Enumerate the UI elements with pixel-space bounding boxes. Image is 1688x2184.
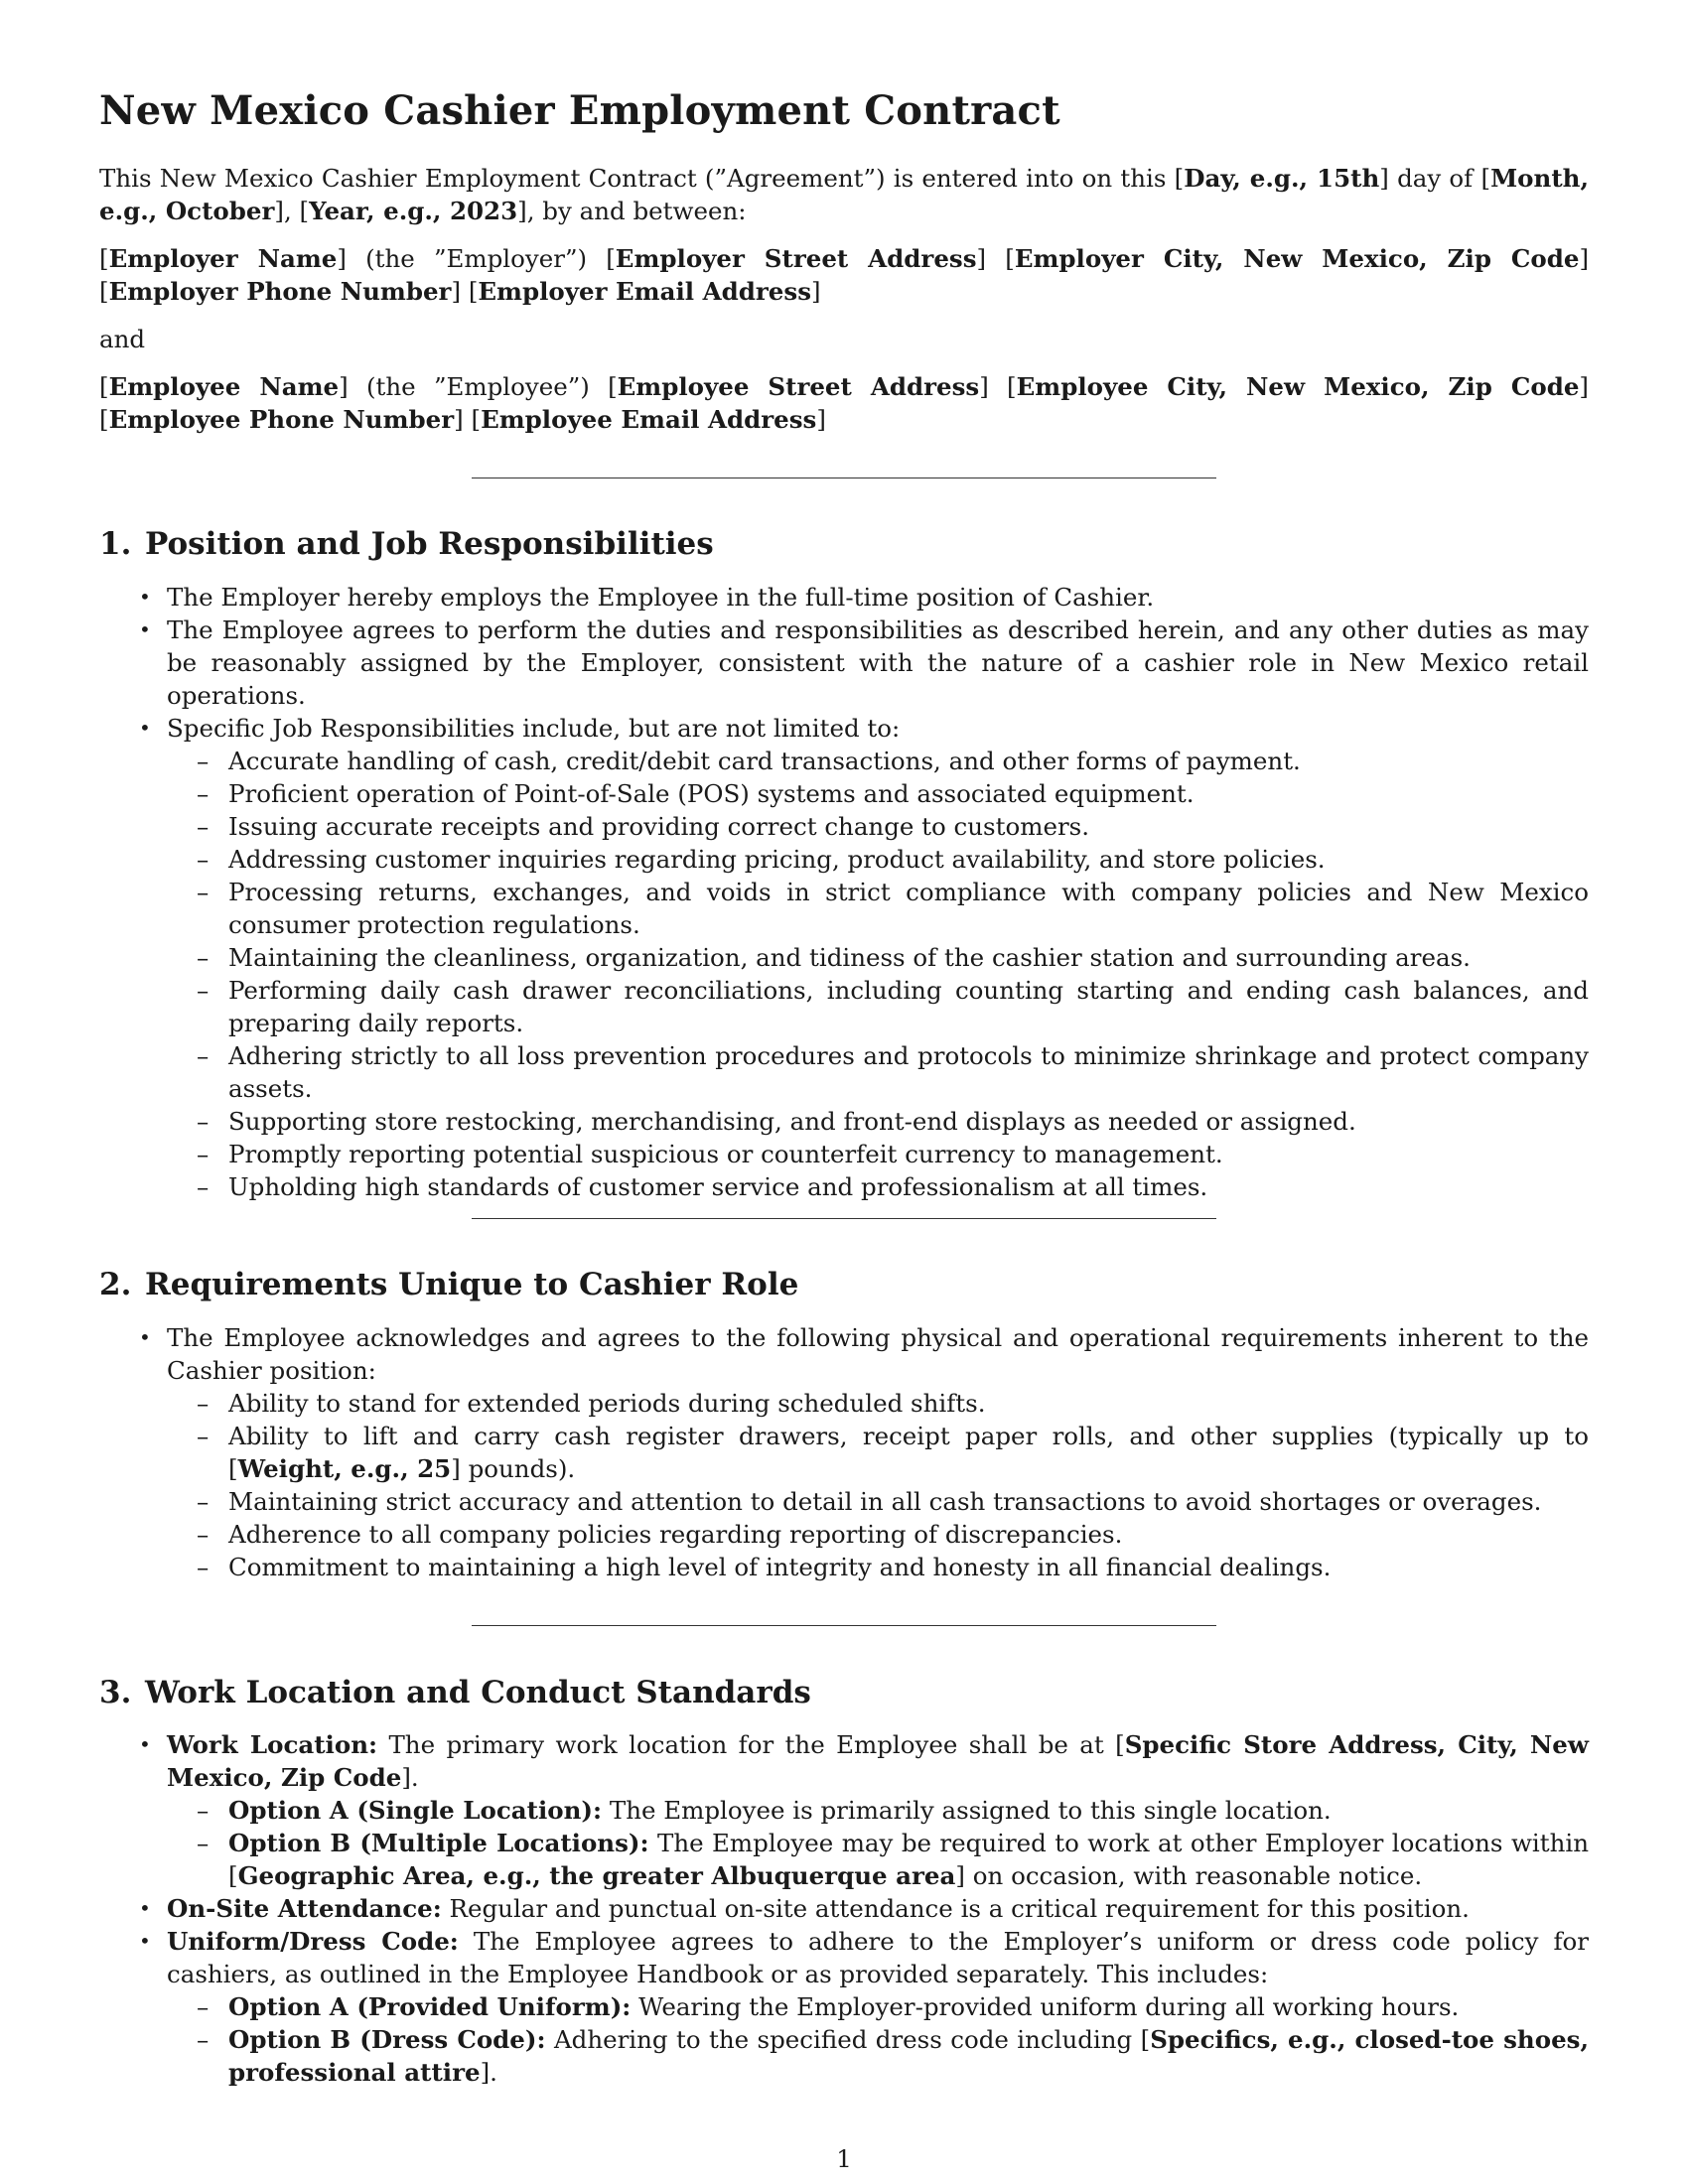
list-item: – Performing daily cash drawer reconciliations, including counting starting and ending cash balances, and preparing daily reports. <box>167 974 1589 1039</box>
list-item: – Option B (Multiple Locations): The Employee may be required to work at other Employer locations within [Geographic Area, e.g., the greater Albuquerque area] on occasion, with reasonable notice. <box>167 1827 1589 1892</box>
section-1-list <box>99 581 1589 1203</box>
list-item: • The Employee acknowledges and agrees to the following physical and operational requirements inherent to the Cashier position: – Ability to stand for extended periods during scheduled shifts. – Ability to lift and carry cash register drawers, receipt paper rolls, and other supplies (typically up to [Weight, e.g., 25] pounds). – Maintaining strict accuracy and attention to detail in all cash transactions to avoid shortages or overages. – Adherence to all company policies regarding reporting of discrepancies. – Commitment to maintaining a high level of integrity and honesty in all financial dealings. <box>99 1321 1589 1583</box>
list-item: – Upholding high standards of customer service and professionalism at all times. <box>167 1170 1589 1203</box>
list-item: – Commitment to maintaining a high level of integrity and honesty in all financial dealings. <box>167 1551 1589 1583</box>
list-item: • Uniform/Dress Code: The Employee agrees to adhere to the Employer’s uniform or dress code policy for cashiers, as outlined in the Employee Handbook or as provided separately. This includes: – Option A (Provided Uniform): Wearing the Employer-provided uniform during all working hours. – Option B (Dress Code): Adhering to the specified dress code including [Specifics, e.g., closed-toe shoes, professional attire]. <box>99 1925 1589 2089</box>
section-2-heading: 2. Requirements Unique to Cashier Role <box>99 1267 799 1302</box>
list-item: – Addressing customer inquiries regarding pricing, product availability, and store policies. <box>167 843 1589 876</box>
requirements-sublist <box>167 1387 1589 1583</box>
list-item: – Option A (Provided Uniform): Wearing the Employer-provided uniform during all working hours. <box>167 1990 1589 2023</box>
list-item: – Maintaining the cleanliness, organization, and tidiness of the cashier station and surrounding areas. <box>167 941 1589 974</box>
section-2-list <box>99 1321 1589 1583</box>
employer-block: [Employer Name] (the ”Employer”) [Employer Street Address] [Employer City, New Mexico, Zip Code] [Employer Phone Number] [Employer Email Address] <box>99 244 1590 306</box>
list-item: • Work Location: The primary work location for the Employee shall be at [Specific Store Address, City, New Mexico, Zip Code]. – Option A (Single Location): The Employee is primarily assigned to this single location. – Option B (Multiple Locations): The Employee may be required to work at other Employer locations within [Geographic Area, e.g., the greater Albuquerque area] on occasion, with reasonable notice. <box>99 1728 1589 1892</box>
section-divider <box>472 1218 1216 1219</box>
responsibilities-sublist <box>167 745 1589 1203</box>
list-item: – Ability to stand for extended periods during scheduled shifts. <box>167 1387 1589 1420</box>
list-item: – Option B (Dress Code): Adhering to the specified dress code including [Specifics, e.g., closed-toe shoes, professional attire]. <box>167 2023 1589 2089</box>
document-title: New Mexico Cashier Employment Contract <box>99 87 1060 134</box>
and-text: and <box>99 325 146 353</box>
list-item: – Processing returns, exchanges, and voids in strict compliance with company policies and New Mexico consumer protection regulations. <box>167 876 1589 941</box>
month-placeholder: Month, e.g., October <box>99 164 1589 225</box>
uniform-options-sublist <box>167 1990 1589 2089</box>
document-page <box>99 0 1589 2184</box>
store-address-placeholder: Specific Store Address, City, New Mexico, Zip Code <box>167 1730 1589 1792</box>
day-placeholder: Day, e.g., 15th <box>1184 164 1380 193</box>
list-item: – Issuing accurate receipts and providing correct change to customers. <box>167 810 1589 843</box>
section-1-heading: 1. Position and Job Responsibilities <box>99 526 714 562</box>
list-item: – Proficient operation of Point-of-Sale (POS) systems and associated equipment. <box>167 777 1589 810</box>
area-placeholder: Geographic Area, e.g., the greater Albuquerque area <box>237 1861 956 1890</box>
list-item: – Adherence to all company policies regarding reporting of discrepancies. <box>167 1518 1589 1551</box>
dress-code-placeholder: Specifics, e.g., closed-toe shoes, professional attire <box>228 2025 1589 2087</box>
list-item: – Promptly reporting potential suspicious or counterfeit currency to management. <box>167 1138 1589 1170</box>
list-item: – Maintaining strict accuracy and attention to detail in all cash transactions to avoid shortages or overages. <box>167 1485 1589 1518</box>
section-3-list <box>99 1728 1589 2089</box>
list-item: • On-Site Attendance: Regular and punctual on-site attendance is a critical requirement for this position. <box>99 1892 1589 1925</box>
list-item: – Supporting store restocking, merchandising, and front-end displays as needed or assigned. <box>167 1105 1589 1138</box>
location-options-sublist <box>167 1794 1589 1892</box>
list-item: • Specific Job Responsibilities include, but are not limited to: – Accurate handling of cash, credit/debit card transactions, and other forms of payment. – Proficient operation of Point-of-Sale (POS) systems and associated equipment. – Issuing accurate receipts and providing correct change to customers. – Addressing customer inquiries regarding pricing, product availability, and store policies. – Processing returns, exchanges, and voids in strict compliance with company policies and New Mexico consumer protection regulations. – Maintaining the cleanliness, organization, and tidiness of the cashier station and surrounding areas. – Performing daily cash drawer reconciliations, including counting starting and ending cash balances, and preparing daily reports. – Adhering strictly to all loss prevention procedures and protocols to minimize shrinkage and protect company assets. – Supporting store restocking, merchandising, and front-end displays as needed or assigned. – Promptly reporting potential suspicious or counterfeit currency to management. – Upholding high standards of customer service and professionalism at all times. <box>99 712 1589 1203</box>
section-divider <box>472 1625 1216 1626</box>
list-item: • The Employer hereby employs the Employee in the full-time position of Cashier. <box>99 581 1589 614</box>
list-item: – Accurate handling of cash, credit/debit card transactions, and other forms of payment. <box>167 745 1589 777</box>
employee-block: [Employee Name] (the ”Employee”) [Employee Street Address] [Employee City, New Mexico, Zip Code] [Employee Phone Number] [Employee Email Address] <box>99 372 1589 434</box>
page-number: 1 <box>836 2144 852 2173</box>
list-item: – Ability to lift and carry cash register drawers, receipt paper rolls, and other supplies (typically up to [Weight, e.g., 25] pounds). <box>167 1420 1589 1485</box>
list-item: – Adhering strictly to all loss prevention procedures and protocols to minimize shrinkage and protect company assets. <box>167 1039 1589 1105</box>
list-item: – Option A (Single Location): The Employee is primarily assigned to this single location. <box>167 1794 1589 1827</box>
list-item: • The Employee agrees to perform the duties and responsibilities as described herein, and any other duties as may be reasonably assigned by the Employer, consistent with the nature of a cashier role in New Mexico retail operations. <box>99 614 1589 712</box>
year-placeholder: Year, e.g., 2023 <box>309 197 518 225</box>
section-3-heading: 3. Work Location and Conduct Standards <box>99 1675 811 1710</box>
weight-placeholder: Weight, e.g., 25 <box>237 1454 452 1483</box>
intro-paragraph: This New Mexico Cashier Employment Contract (”Agreement”) is entered into on this [Day, e.g., 15th] day of [Month, e.g., October], [Year, e.g., 2023], by and between: <box>99 164 1589 225</box>
